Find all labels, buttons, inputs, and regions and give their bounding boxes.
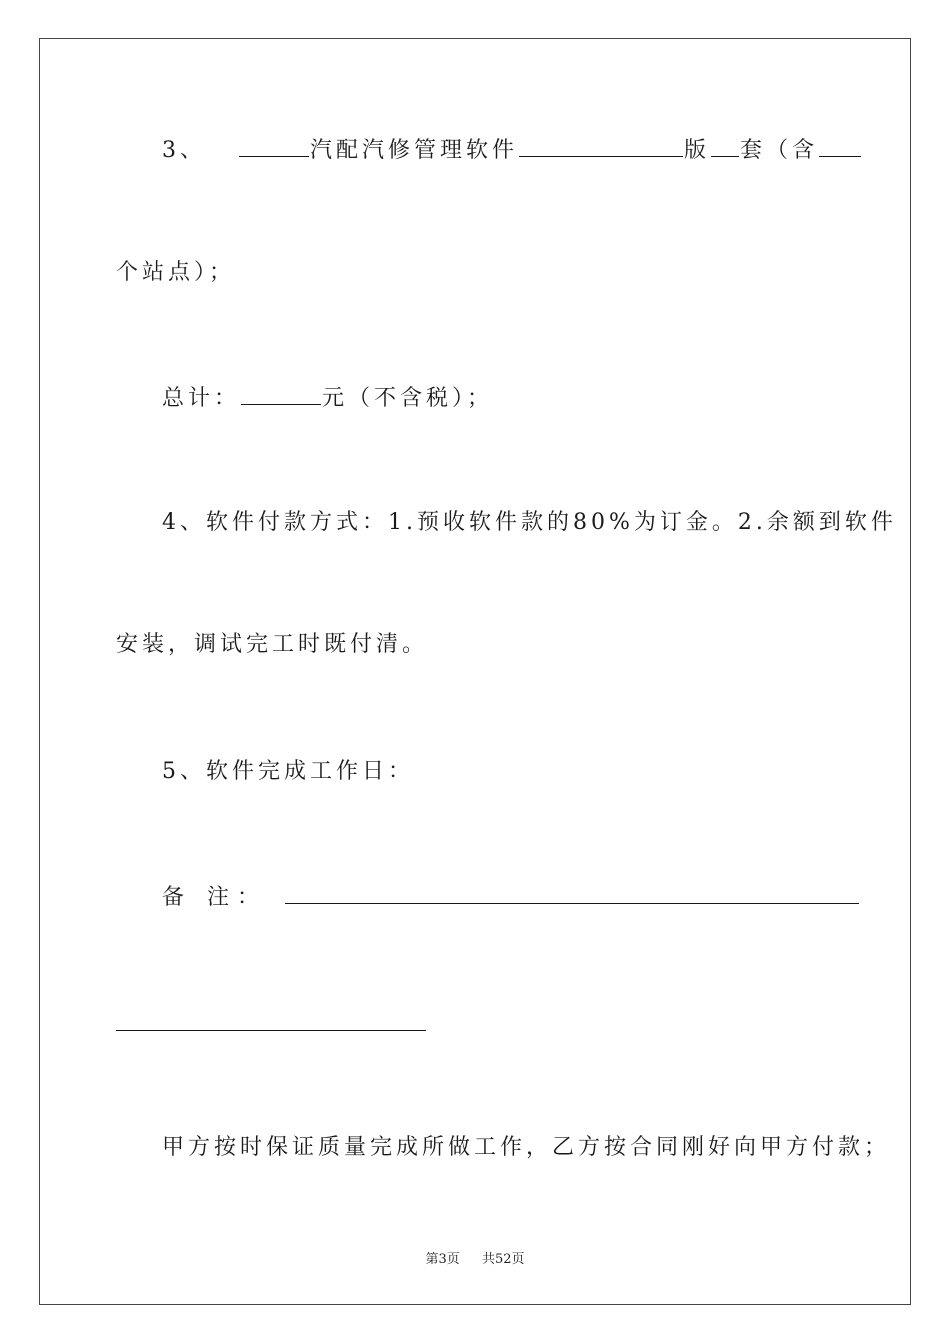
total-suffix: 元（不含税）； — [322, 386, 494, 411]
item4-line1: 4、软件付款方式：1.预收软件款的80%为订金。2.余额到软件 — [162, 510, 897, 535]
remark-blank-continuation — [116, 1030, 426, 1031]
item5-line: 5、软件完成工作日： — [162, 759, 414, 784]
total-line — [162, 384, 493, 414]
blank-field — [241, 384, 321, 405]
item3-product: 汽配汽修管理软件 — [310, 138, 519, 163]
blank-field — [239, 136, 309, 157]
blank-field — [711, 136, 739, 157]
page-footer — [0, 1248, 950, 1267]
total-pages: 共52页 — [482, 1252, 525, 1267]
remark-blank — [285, 883, 859, 904]
item3-number: 3、 — [162, 138, 206, 163]
page-number: 第3页 — [425, 1252, 460, 1267]
remark-label: 备 注： — [162, 885, 267, 910]
item3-line — [162, 136, 862, 166]
final-line: 甲方按时保证质量完成所做工作，乙方按合同刚好向甲方付款； — [162, 1135, 891, 1160]
item4-line2: 安装，调试完工时既付清。 — [116, 632, 429, 657]
page-border — [39, 38, 911, 1305]
item3-edition: 版 — [684, 138, 711, 163]
total-label: 总计： — [162, 386, 241, 411]
remark-line — [162, 883, 860, 913]
blank-field — [519, 136, 683, 157]
blank-field — [819, 136, 861, 157]
item3-sets: 套（含 — [740, 138, 819, 163]
item3-continuation: 个站点）； — [116, 260, 236, 285]
